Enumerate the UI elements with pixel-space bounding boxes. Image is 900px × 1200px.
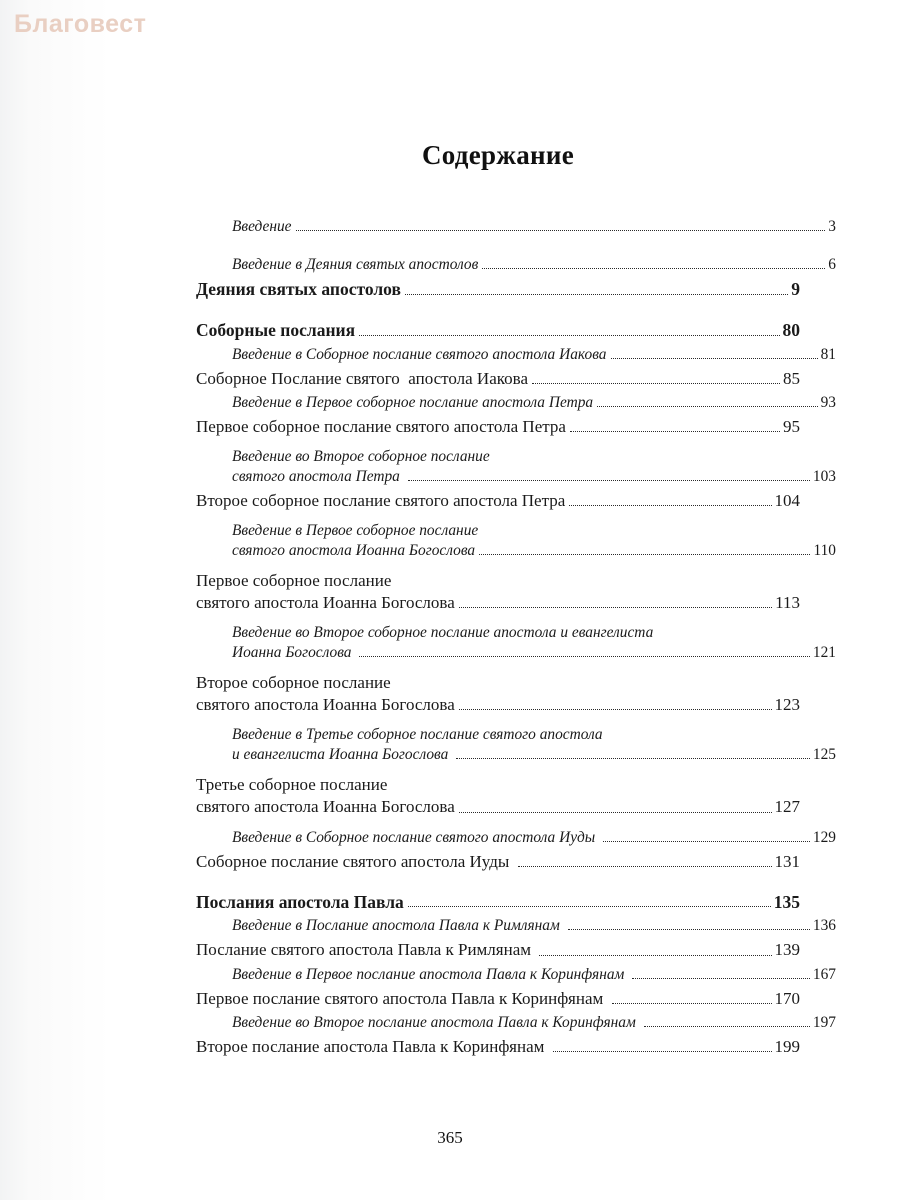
toc-entry-page-number: 167 [812, 965, 836, 983]
toc-entry[interactable] [196, 255, 836, 275]
toc-leader-dots [405, 293, 788, 295]
toc-entry[interactable] [196, 828, 836, 848]
toc-entry[interactable] [196, 217, 836, 237]
toc-entry-label-line: святого апостола Иоанна Богослова [196, 797, 455, 817]
toc-entry[interactable] [196, 345, 836, 365]
toc-entry-label: Первое послание святого апостола Павла к Коринфянам [196, 988, 608, 1008]
toc-entry-label: Введение в Первое послание апостола Павла к Коринфянам [232, 965, 629, 983]
toc-entry-label-block [232, 725, 836, 765]
toc-leader-dots [603, 840, 810, 842]
toc-entry-list [196, 217, 836, 1058]
toc-leader-dots [632, 977, 810, 979]
table-of-contents [196, 0, 836, 1200]
toc-entry-last-line [232, 541, 836, 561]
toc-entry-label-block [232, 623, 836, 663]
toc-leader-dots [539, 954, 771, 956]
toc-entry-label: Введение в Деяния святых апостолов [232, 256, 479, 274]
toc-entry-page-number: 131 [774, 851, 800, 871]
toc-entry-last-line [196, 694, 800, 716]
toc-entry-page-number: 125 [812, 746, 836, 764]
toc-entry[interactable] [196, 939, 800, 961]
toc-entry-page-number: 113 [775, 593, 800, 612]
toc-entry[interactable] [196, 891, 800, 914]
toc-entry-label-block [232, 447, 836, 487]
toc-entry-page-number: 135 [773, 891, 800, 912]
toc-entry[interactable] [196, 965, 836, 985]
toc-entry-label-line: святого апостола Петра [232, 467, 404, 485]
toc-leader-dots [568, 928, 810, 930]
toc-entry-label-line: Второе соборное послание [196, 673, 391, 693]
toc-entry-label: Введение в Соборное послание святого апостола Иакова [232, 345, 607, 363]
toc-entry-page-number: 123 [774, 695, 800, 715]
toc-entry-page-number: 6 [828, 256, 836, 274]
toc-entry[interactable] [196, 416, 800, 438]
toc-entry[interactable] [196, 368, 800, 390]
toc-entry-label: Деяния святых апостолов [196, 279, 401, 300]
toc-leader-dots [644, 1025, 810, 1027]
toc-entry-page-number: 85 [783, 368, 800, 388]
toc-entry-label: Послания апостола Павла [196, 891, 404, 912]
toc-entry-label: Послание святого апостола Павла к Римлянам [196, 940, 536, 960]
toc-entry-label: Введение в Послание апостола Павла к Римлянам [232, 917, 564, 935]
toc-entry[interactable] [196, 672, 800, 716]
toc-entry-page-number: 127 [774, 797, 800, 817]
toc-entry-label: Соборные послания [196, 319, 356, 340]
toc-entry-label-line: Третье соборное послание [196, 775, 388, 795]
toc-leader-dots [359, 334, 779, 336]
page-number: 365 [437, 1128, 463, 1147]
toc-entry-page-number: 136 [812, 917, 836, 935]
toc-entry[interactable] [196, 774, 800, 818]
toc-entry-label-line: и евангелиста Иоанна Богослова [232, 746, 453, 764]
toc-entry[interactable] [196, 570, 800, 614]
toc-leader-dots [459, 811, 772, 813]
toc-entry-page-number: 95 [783, 416, 800, 436]
toc-entry-page-number: 80 [782, 319, 800, 340]
toc-entry-page-number: 93 [820, 393, 836, 411]
toc-leader-dots [597, 405, 818, 407]
toc-leader-dots [482, 267, 825, 269]
toc-entry-label: Первое соборное послание святого апостола Петра [196, 416, 566, 436]
toc-entry-label-line: Введение в Первое соборное послание [232, 521, 479, 539]
toc-leader-dots [456, 757, 810, 759]
toc-entry-label-block [196, 774, 800, 818]
toc-entry-label-line: Первое соборное послание [196, 570, 392, 590]
toc-entry-last-line [232, 745, 836, 765]
toc-entry-label: Второе соборное послание святого апостола Петра [196, 490, 566, 510]
toc-entry-label-block [232, 521, 836, 561]
toc-entry-label-line: святого апостола Иоанна Богослова [196, 695, 455, 715]
toc-entry-page-number: 103 [812, 467, 836, 485]
toc-entry-page-number: 3 [828, 218, 836, 235]
toc-entry-page-number: 81 [820, 345, 836, 363]
toc-entry-page-number: 121 [812, 644, 836, 662]
publisher-watermark: Благовест [14, 10, 147, 38]
toc-entry-label-line: святого апостола Иоанна Богослова [232, 541, 476, 559]
toc-entry[interactable] [196, 1036, 800, 1058]
toc-entry-label: Введение в Первое соборное послание апостола Петра [232, 393, 594, 411]
toc-leader-dots [518, 865, 772, 867]
toc-leader-dots [570, 430, 780, 432]
toc-entry[interactable] [196, 988, 800, 1010]
toc-entry[interactable] [196, 490, 800, 512]
toc-entry-label: Введение во Второе послание апостола Павла к Коринфянам [232, 1013, 640, 1031]
toc-leader-dots [569, 504, 771, 506]
toc-entry-label: Введение в Соборное послание святого апостола Иуды [232, 828, 600, 846]
toc-entry-page-number: 139 [774, 940, 800, 960]
toc-leader-dots [459, 606, 772, 608]
toc-entry-page-number: 104 [774, 490, 800, 510]
toc-entry-label: Соборное послание святого апостола Иуды [196, 851, 514, 871]
toc-leader-dots [532, 382, 780, 384]
toc-entry-last-line [196, 592, 800, 614]
toc-entry-label-line: Введение в Третье соборное послание святого апостола [232, 726, 603, 744]
toc-entry-label: Второе послание апостола Павла к Коринфянам [196, 1036, 549, 1056]
toc-leader-dots [553, 1050, 772, 1052]
toc-entry-last-line [196, 796, 800, 818]
toc-entry[interactable] [196, 319, 800, 342]
toc-entry-label: Соборное Послание святого апостола Иакова [196, 368, 528, 388]
toc-entry-label-block [196, 570, 800, 614]
toc-entry-label-line: святого апостола Иоанна Богослова [196, 593, 455, 612]
toc-entry[interactable] [196, 1013, 836, 1033]
toc-leader-dots [359, 655, 810, 657]
toc-leader-dots [408, 479, 810, 481]
toc-leader-dots [611, 357, 818, 359]
toc-entry[interactable] [196, 521, 836, 561]
toc-entry[interactable] [196, 725, 836, 765]
toc-entry[interactable] [196, 623, 836, 663]
toc-leader-dots [479, 553, 810, 555]
toc-entry-page-number: 197 [812, 1013, 836, 1031]
toc-entry-label-line: Иоанна Богослова [232, 644, 356, 662]
toc-entry-last-line [232, 467, 836, 487]
toc-entry-page-number: 110 [813, 541, 836, 559]
toc-leader-dots [459, 708, 772, 710]
toc-entry-page-number: 199 [774, 1036, 800, 1056]
toc-leader-dots [408, 905, 771, 907]
toc-entry-label-line: Введение во Второе соборное послание [232, 447, 490, 465]
toc-entry-label: Введение [232, 218, 292, 235]
toc-entry-label-line: Введение во Второе соборное послание апостола и евангелиста [232, 624, 654, 642]
toc-entry-label-block [196, 672, 800, 716]
toc-entry[interactable] [196, 393, 836, 413]
toc-entry-last-line [232, 643, 836, 663]
toc-entry-page-number: 170 [774, 988, 800, 1008]
toc-entry-page-number: 9 [791, 279, 800, 300]
toc-entry[interactable] [196, 447, 836, 487]
page-title: Содержание [421, 140, 575, 170]
toc-entry[interactable] [196, 916, 836, 936]
toc-entry[interactable] [196, 851, 800, 873]
toc-leader-dots [612, 1002, 772, 1004]
toc-leader-dots [296, 229, 826, 231]
toc-entry-page-number: 129 [812, 828, 836, 846]
toc-entry[interactable] [196, 278, 800, 301]
